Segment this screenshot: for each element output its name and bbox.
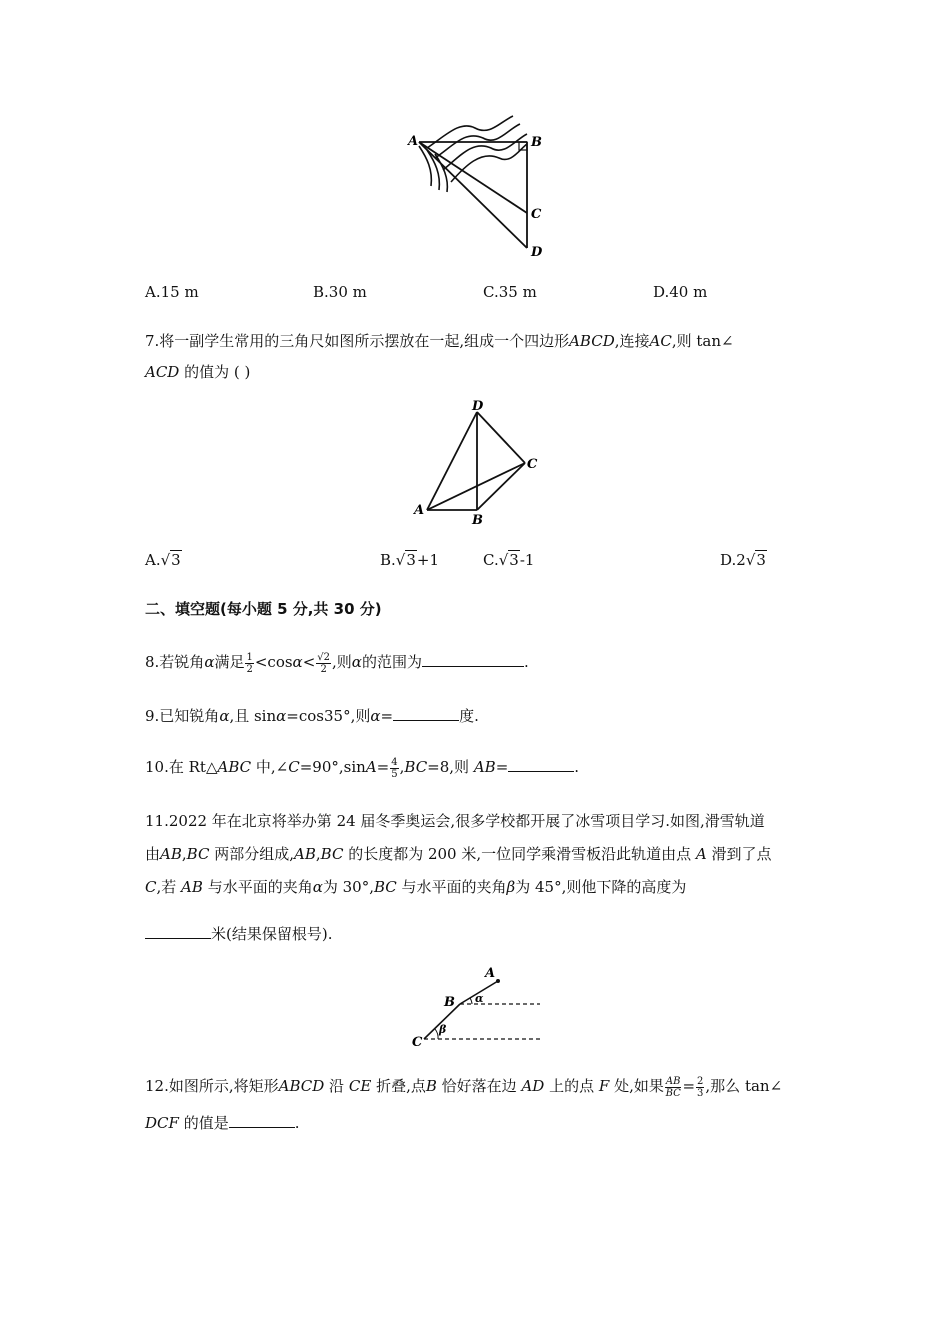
segment-ac [427,463,525,510]
angle-arc-alpha [470,998,472,1004]
q7-option-d: D.2√3 [720,551,766,569]
q7-option-c: C.√3-1 [483,551,535,569]
q7-option-a: A.√3 [145,551,181,569]
label-a: A [485,966,496,981]
label-b: B [531,135,542,150]
figure-q11-diagram [408,962,544,1050]
q6-option-a: A.15 m [145,283,199,301]
label-c: C [531,207,542,222]
q6-option-d: D.40 m [653,283,708,301]
q8-answer-blank[interactable] [422,652,524,667]
q10-text: 10.在 Rt△ABC 中,∠C=90°,sinA= $\frac{4}{5}$ ,BC=8,则 AB= . [145,756,580,780]
q7-option-b: B.√3+1 [380,551,440,569]
segment-dc [477,412,525,463]
q12-line2: DCF 的值是 . [145,1114,300,1132]
q8-text: 8.若锐角α满足 $\frac{1}{2}$ <cosα< $\frac{√2}{2}$ ,则α的范围为 . [145,651,529,675]
label-b: B [472,513,483,528]
q11-line2: 由AB,BC 两部分组成,AB,BC 的长度都为 200 米,一位同学乘滑雪板沿此轨道由点 A 滑到了点 [145,845,772,863]
q6-option-c: C.35 m [483,283,537,301]
label-a: A [414,503,425,518]
wave-line-4 [451,144,527,182]
wave-line-1 [427,116,513,148]
label-b: B [444,995,455,1010]
label-beta: β [439,1023,447,1036]
q12-answer-blank[interactable] [229,1113,295,1128]
q6-option-b: B.30 m [313,283,367,301]
label-d: D [531,245,543,260]
segment-ad [427,412,477,510]
label-c: C [527,457,538,472]
angle-arc-beta [435,1029,438,1039]
label-alpha: α [475,992,484,1005]
figure-q7-diagram [405,398,555,530]
q11-line3: C,若 AB 与水平面的夹角α为 30°,BC 与水平面的夹角β为 45°,则他下降的高度为 [145,878,687,896]
label-c: C [412,1035,423,1050]
q11-line4: 米(结果保留根号). [145,923,332,944]
label-a: A [408,134,419,149]
section-heading-fill-blank: 二、填空题(每小题 5 分,共 30 分) [145,600,382,618]
q11-line1: 11.2022 年在北京将举办第 24 届冬季奥运会,很多学校都开展了冰雪项目学习.如图,滑雪轨道 [145,812,765,830]
label-d: D [472,399,484,414]
q11-answer-blank[interactable] [145,924,211,939]
figure-q6-diagram [405,108,555,263]
segment-bc [477,463,525,510]
q12-line1: 12.如图所示,将矩形ABCD 沿 CE 折叠,点B 恰好落在边 AD 上的点 F 处,如果 $\frac{AB}{BC}$ = $\frac{2}{3}$ ,那么 tan∠ [145,1075,783,1099]
q9-text: 9.已知锐角α,且 sinα=cos35°,则α= 度. [145,707,479,725]
point-a-dot [496,979,500,983]
q7-line1: 7.将一副学生常用的三角尺如图所示摆放在一起,组成一个四边形ABCD,连接AC,则 tan∠ [145,332,734,350]
segment-ac [419,142,527,213]
q9-answer-blank[interactable] [393,706,459,721]
q7-line2: ACD 的值为 ( ) [145,363,251,381]
q10-answer-blank[interactable] [508,757,574,772]
